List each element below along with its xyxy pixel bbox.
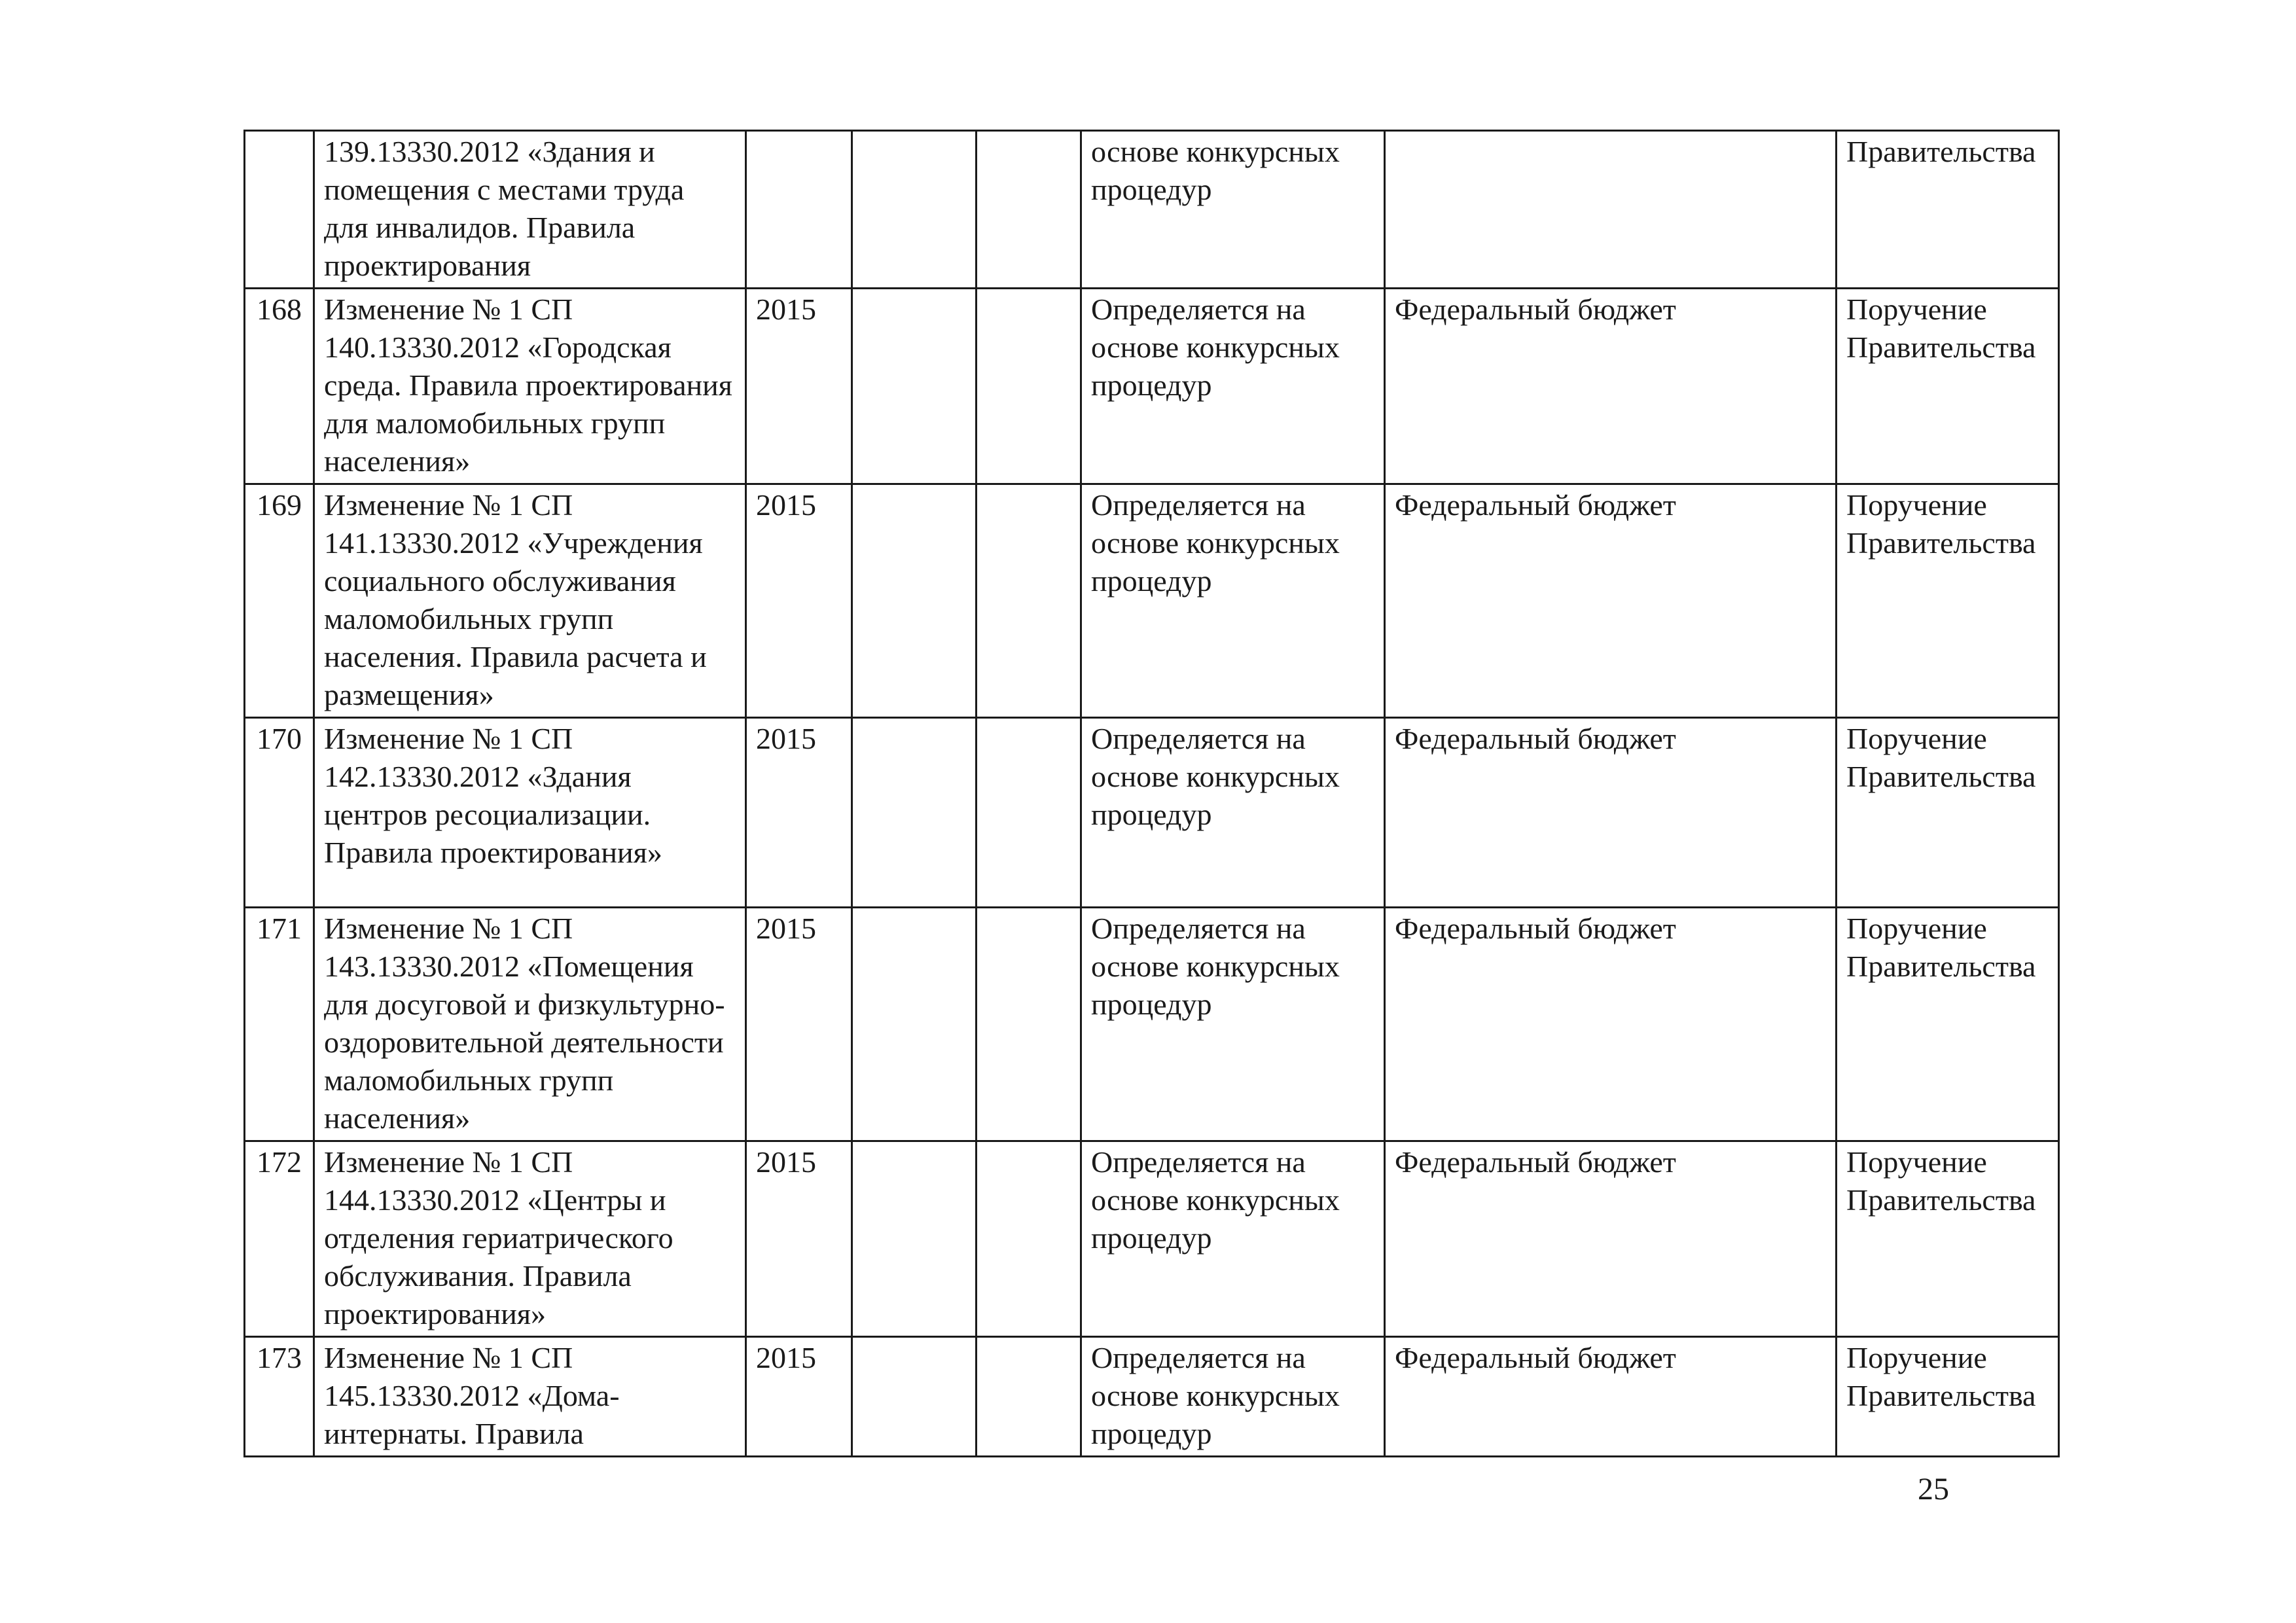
page-number: 25 (1918, 1472, 1949, 1507)
row-year: 2015 (746, 484, 852, 718)
empty-cell (852, 908, 977, 1141)
empty-cell (977, 484, 1081, 718)
basis-cell: Поручение Правительства (1837, 908, 2059, 1141)
table-row (245, 289, 2059, 484)
executor-cell: Определяется на основе конкурсных процедур (1081, 1337, 1385, 1457)
funding-cell (1385, 131, 1837, 289)
row-number (245, 131, 314, 289)
document-name: Изменение № 1 СП 140.13330.2012 «Городская среда. Правила проектирования для маломобильных групп населения» (314, 289, 746, 484)
empty-cell (977, 1337, 1081, 1457)
document-name: Изменение № 1 СП 142.13330.2012 «Здания центров ресоциализации. Правила проектирования» (314, 718, 746, 908)
row-year: 2015 (746, 908, 852, 1141)
empty-cell (977, 718, 1081, 908)
executor-cell: Определяется на основе конкурсных процедур (1081, 718, 1385, 908)
empty-cell (852, 484, 977, 718)
executor-cell: Определяется на основе конкурсных процедур (1081, 484, 1385, 718)
document-name: 139.13330.2012 «Здания и помещения с местами труда для инвалидов. Правила проектирования (314, 131, 746, 289)
row-number: 172 (245, 1141, 314, 1337)
empty-cell (852, 1337, 977, 1457)
table-row (245, 908, 2059, 1141)
row-number: 168 (245, 289, 314, 484)
table-row (245, 1141, 2059, 1337)
document-name: Изменение № 1 СП 144.13330.2012 «Центры и отделения гериатрического обслуживания. Правила проектирования» (314, 1141, 746, 1337)
row-number: 171 (245, 908, 314, 1141)
row-number: 170 (245, 718, 314, 908)
row-year: 2015 (746, 1337, 852, 1457)
document-name: Изменение № 1 СП 141.13330.2012 «Учреждения социального обслуживания маломобильных групп населения. Правила расчета и размещения» (314, 484, 746, 718)
executor-cell: основе конкурсных процедур (1081, 131, 1385, 289)
empty-cell (852, 131, 977, 289)
executor-cell: Определяется на основе конкурсных процедур (1081, 908, 1385, 1141)
executor-cell: Определяется на основе конкурсных процедур (1081, 289, 1385, 484)
table-row (245, 484, 2059, 718)
row-year: 2015 (746, 289, 852, 484)
empty-cell (852, 289, 977, 484)
funding-cell: Федеральный бюджет (1385, 1141, 1837, 1337)
table-row (245, 1337, 2059, 1457)
empty-cell (977, 131, 1081, 289)
basis-cell: Поручение Правительства (1837, 1141, 2059, 1337)
table-row (245, 131, 2059, 289)
document-name: Изменение № 1 СП 143.13330.2012 «Помещения для досуговой и физкультурно-оздоровительной деятельности маломобильных групп населения» (314, 908, 746, 1141)
empty-cell (852, 1141, 977, 1337)
basis-cell: Поручение Правительства (1837, 289, 2059, 484)
document-name: Изменение № 1 СП 145.13330.2012 «Дома-интернаты. Правила (314, 1337, 746, 1457)
funding-cell: Федеральный бюджет (1385, 718, 1837, 908)
empty-cell (977, 1141, 1081, 1337)
table-row (245, 718, 2059, 908)
funding-cell: Федеральный бюджет (1385, 484, 1837, 718)
empty-cell (852, 718, 977, 908)
row-year (746, 131, 852, 289)
funding-cell: Федеральный бюджет (1385, 289, 1837, 484)
empty-cell (977, 908, 1081, 1141)
basis-cell: Поручение Правительства (1837, 718, 2059, 908)
basis-cell: Поручение Правительства (1837, 484, 2059, 718)
executor-cell: Определяется на основе конкурсных процедур (1081, 1141, 1385, 1337)
plan-table (243, 130, 2060, 1457)
empty-cell (977, 289, 1081, 484)
row-year: 2015 (746, 718, 852, 908)
basis-cell: Поручение Правительства (1837, 1337, 2059, 1457)
row-number: 173 (245, 1337, 314, 1457)
row-year: 2015 (746, 1141, 852, 1337)
funding-cell: Федеральный бюджет (1385, 1337, 1837, 1457)
row-number: 169 (245, 484, 314, 718)
funding-cell: Федеральный бюджет (1385, 908, 1837, 1141)
basis-cell: Правительства (1837, 131, 2059, 289)
